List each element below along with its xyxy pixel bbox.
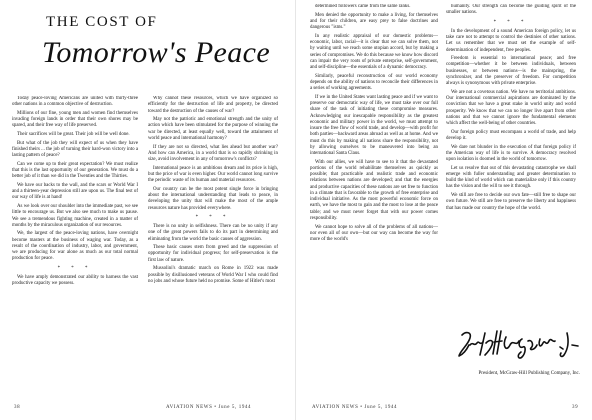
paragraph: Millions of our fine, young men and women find themselves invading foreign lands in order that their own shores may be spared, and their free way of life preserved. (12, 110, 138, 129)
paragraph: Our foreign policy must encompass a world of trade, and help develop it. (446, 129, 576, 141)
paragraph: May not the patriotic and emotional strength and the unity of action which have been stimulated for the purpose of winning the war be directed, at least equally well, toward the attainment of world peace and international harmony? (148, 117, 278, 141)
paragraph: We have our backs to the wall, and the scars or World War I and a thirteen-year depression still are upon us. The final test of our way of life is at hand! (12, 182, 138, 201)
paragraph: determined followers came from the same ranks. (315, 4, 411, 9)
section-separator: * * * (57, 265, 93, 271)
column-1 (12, 96, 138, 398)
column-2 (148, 96, 278, 398)
paragraph: International peace is an ambitious dream and its price is high, but the price of war is even higher. Our world cannot long survive the periodic waste of its human and material resources. (148, 165, 278, 184)
paragraph: We are not a covetous nation. We have no territorial ambitions. Our international commercial aspirations are dominated by the conviction that we have a great stake in world unity and world prosperity. We know that we can no longer live apart from other nations and that we cannot ignore the fundamental elements which affect the well-being of other countries. (446, 89, 576, 127)
paragraph: If we in the United States want lasting peace and if we want to preserve our democratic way of life, we must take over our full share of the task of initiating these compromise measures. Acknowledging our inescapable responsibility as the greatest economic and military power in the world, we must attempt to insure the free flow of world trade, and develop—with profit for both parties—backward areas abroad as well as at home. And we must do this by making all nations share the responsibility, not by allowing ourselves to be maneuvered into being an international Santa Claus. (310, 94, 438, 157)
paragraph: Their sacrifices will be great. Their job will be well done. (17, 132, 130, 138)
section-separator: * * * (493, 19, 529, 25)
headline: Tomorrow's Peace (42, 36, 271, 69)
paragraph: Similarly, peaceful reconstruction of our world economy depends on the ability of nations to reconcile their differences in a series of working agreements. (310, 73, 438, 92)
handwritten-signature (456, 327, 580, 361)
paragraph: These basic causes stem from greed and the suppression of opportunity for individual progress; for self-preservation is the first law of nature. (148, 245, 278, 263)
paragraph: As we look over our shoulder into the immediate past, we see little to encourage us. But we also see much to make us pause. We see a tremendous fighting machine, created in a matter of months by the miraculous organization of our resources. (12, 204, 138, 228)
paragraph: There is no unity in selfishness. There can be no unity if any one of the great powers fails to do its part in determining and eliminating from the world the basic causes of aggression. (148, 224, 278, 242)
paragraph: We cannot hope to solve all of the problems of all nations—nor even all of our own—but our way can become the way for more of the world's (310, 224, 438, 243)
paragraph: In the development of a sound American foreign policy, let us take care not to attempt to control the destinies of other nations. Let us remember that we must set the example of self-determination of independent, free peoples. (446, 28, 576, 53)
page-number-right: 39 (572, 405, 579, 410)
headline-kicker: THE COST OF (46, 14, 158, 30)
paragraph: We have amply demonstrated our ability to harness the vast productive capacity we possess. (12, 274, 138, 287)
column-3 (310, 4, 438, 400)
paragraph: If they are not so directed, what lies ahead but another war? And how can America, in a world that is so rapidly shrinking in size, avoid involvement in any of tomorrow's conflicts? (148, 144, 278, 163)
section-separator: * * * (195, 214, 231, 220)
right-page (296, 0, 592, 420)
running-footer-right: AVIATION NEWS • June 5, 1944 (312, 405, 398, 410)
paragraph: Mussolini's dramatic march on Rome in 1922 was made possible by disillusioned veterans of World War I who could find no jobs and whose future held no promise. Some of Hitler's most (148, 266, 278, 284)
page-number-left: 38 (14, 405, 21, 410)
column-4 (446, 4, 576, 296)
paragraph: Men denied the opportunity to make a living, for themselves and for their children, are easy prey to false doctrines and dangerous "isms." (310, 12, 438, 31)
paragraph: Today peace-loving Americans are united with thirty-three other nations in a common objective of destruction. (12, 96, 138, 108)
paragraph: In any realistic appraisal of our domestic problems—economic, labor, racial—it is clear that we can solve them, not by waiting until we reach some utopian accord, but by making a series of compromises. We do this because we know how discord can impair the very roots of private enterprise, self-government, and self-discipline—the essentials of a dynamic democracy. (310, 33, 438, 71)
paragraph: We still are free to decide our own fate—still free to shape our own future. We still are free to preserve the liberty and happiness that has made our country the hope of the world. (446, 193, 576, 211)
paragraph: humanity. Our strength can become the guiding spirit of the smaller nations. (446, 4, 576, 16)
paragraph: Can we come up to their great expectation? We must realize that this is the last opportunity of our generation. We must do a better job of it than we did in the Twenties and the Thirties. (12, 161, 138, 180)
paragraph: Why cannot these resources, which we have organized so efficiently for the destruction of life and property, be directed toward the destruction of the causes of war? (148, 96, 278, 114)
paragraph: With our allies, we will have to see to it that the devastated portions of the world rehabilitate themselves as quickly as possible; that practicable and realistic trade and economic relations between nations are developed; and that the energies and productive capacities of these nations are set free to function in a climate that is favorable to the growth of free enterprise and individual initiative. As the most powerful economic force on earth, we have the most to gain and the most to lose at the peace table; and we must never forget that with our power comes responsibility. (310, 159, 438, 221)
paragraph: Let us resolve that out of this devastating catastrophe we shall emerge with fuller understanding and greater determination to build the kind of world which can materialize only if this country has the vision and the will to see it through. (446, 165, 576, 190)
paragraph: Our country can be the most potent single force in bringing about the international understanding that leads to peace, in developing the unity that will make the most of the ample resources nature has provided everywhere. (148, 186, 278, 211)
paragraph: But what of the job they will expect of us when they have finished theirs ... the job of turning their hard-won victory into a lasting pattern of peace? (12, 140, 138, 159)
signer-title: President, McGraw-Hill Publishing Company, Inc. (478, 371, 580, 376)
running-footer-left: AVIATION NEWS • June 5, 1944 (166, 405, 252, 410)
paragraph: We dare not blunder in the execution of that foreign policy if the American way of life is to survive. A democracy resolved upon isolation is doomed in the world of tomorrow. (446, 144, 576, 163)
paragraph: Freedom is essential to international peace; and free competition—whether it be between individuals, between businesses, or between nations—is the mainspring, the synchronizer, and the preserver of freedom. For competition always is synonymous with private enterprise. (446, 56, 576, 87)
paragraph: We, the largest of the peace-loving nations, have overnight become masters at the business of waging war. Today, as a result of the coordination of industry, labor, and government, we are producing for war alone as much as our total normal production for peace. (12, 231, 138, 262)
